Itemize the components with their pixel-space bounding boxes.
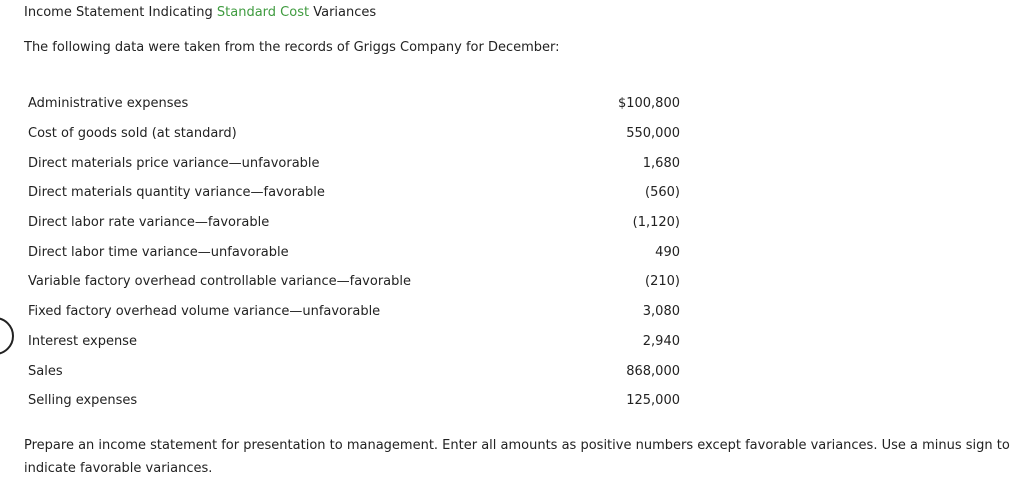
title-prefix: Income Statement Indicating: [24, 5, 217, 20]
table-row: [28, 327, 688, 357]
row-amount: 868,000: [626, 363, 680, 379]
table-row: [28, 267, 688, 297]
intro-text: The following data were taken from the records of Griggs Company for December:: [24, 40, 560, 55]
row-label: Direct labor time variance—unfavorable: [28, 244, 289, 260]
table-row: [28, 178, 688, 208]
table-row: [28, 119, 688, 149]
row-label: Interest expense: [28, 333, 137, 349]
row-label: Cost of goods sold (at standard): [28, 126, 237, 142]
row-amount: 3,080: [642, 304, 680, 320]
table-row: [28, 386, 688, 416]
table-row: [28, 237, 688, 267]
row-amount: 550,000: [626, 126, 680, 142]
row-amount: (210): [645, 274, 680, 290]
row-amount: (1,120): [632, 215, 680, 231]
row-amount: $100,800: [617, 96, 680, 112]
standard-cost-link[interactable]: Standard Cost: [216, 5, 310, 20]
instructions-text: Prepare an income statement for presentation to management. Enter all amounts as positive numbers except favorable variances. Use a minus sign to indicate favorable variances.: [24, 438, 1010, 476]
row-label: Fixed factory overhead volume variance—unfavorable: [28, 304, 381, 320]
data-table: [28, 89, 688, 416]
row-label: Variable factory overhead controllable variance—favorable: [28, 274, 411, 290]
row-amount: 125,000: [626, 393, 680, 409]
row-label: Sales: [28, 363, 63, 379]
row-label: Selling expenses: [28, 393, 138, 409]
table-row: [28, 297, 688, 327]
circle-marker: [0, 317, 14, 355]
table-row: [28, 148, 688, 178]
row-label: Administrative expenses: [28, 96, 189, 112]
table-row: [28, 356, 688, 386]
row-amount: 2,940: [642, 333, 680, 349]
row-label: Direct materials quantity variance—favorable: [28, 185, 325, 201]
title-suffix: Variances: [309, 5, 377, 20]
page-title: [24, 5, 376, 21]
table-row: [28, 89, 688, 119]
table-row: [28, 208, 688, 238]
row-amount: 490: [655, 244, 680, 260]
row-amount: (560): [645, 185, 680, 201]
row-label: Direct materials price variance—unfavorable: [28, 155, 320, 171]
row-label: Direct labor rate variance—favorable: [28, 215, 270, 231]
row-amount: 1,680: [642, 155, 680, 171]
